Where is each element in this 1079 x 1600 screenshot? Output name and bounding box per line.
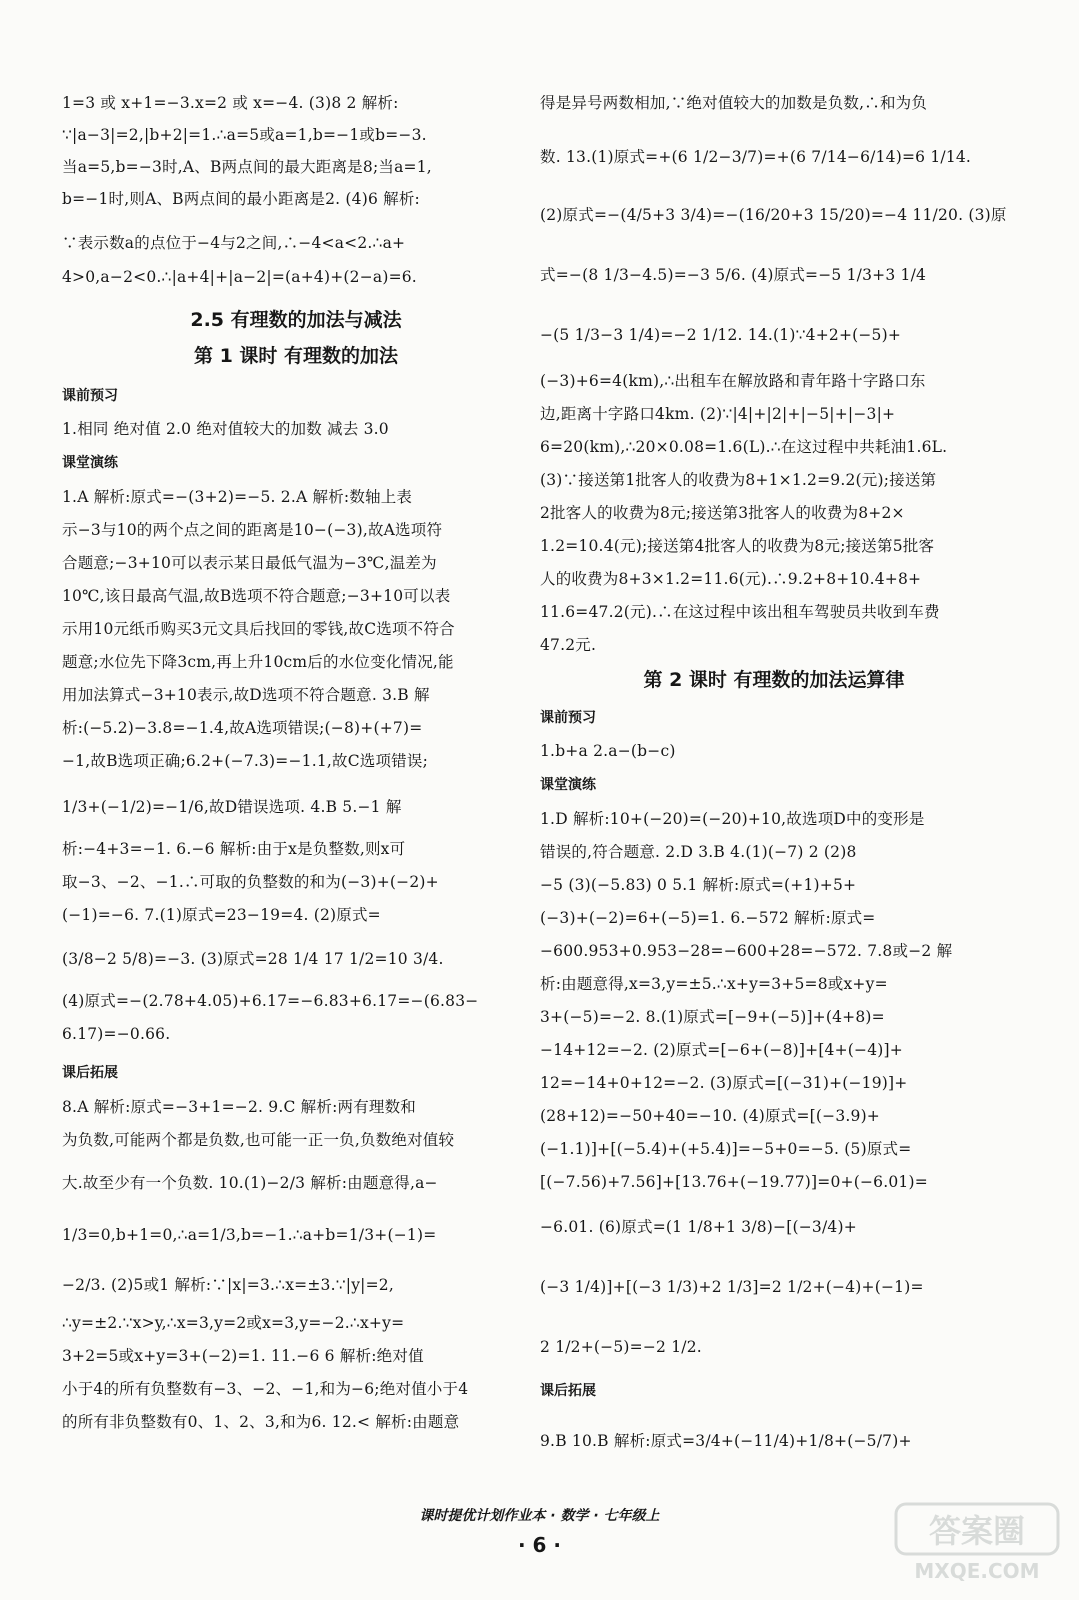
text-line: [(−7.56)+7.56]+[13.76+(−19.77)]=0+(−6.01)= [540,1173,928,1191]
text-line: (−3)+(−2)=6+(−5)=1. 6.−572 解析:原式= [540,909,876,927]
text-line: (−1.1)]+[(−5.4)+(+5.4)]=−5+0=−5. (5)原式= [540,1140,912,1158]
text-line: 1/3=0,b+1=0,∴a=1/3,b=−1.∴a+b=1/3+(−1)= [62,1226,437,1244]
text-line: b=−1时,则A、B两点间的最小距离是2. (4)6 解析: [62,190,420,208]
text-line: −6.01. (6)原式=(1 1/8+1 3/8)−[(−3/4)+ [540,1218,857,1236]
text-line: (−3)+6=4(km),∴出租车在解放路和青年路十字路口东 [540,372,926,390]
text-line: ∴y=±2.∵x>y,∴x=3,y=2或x=3,y=−2.∴x+y= [62,1314,405,1332]
text-line: −5 (3)(−5.83) 0 5.1 解析:原式=(+1)+5+ [540,876,857,894]
text-line: 析:(−5.2)−3.8=−1.4,故A选项错误;(−8)+(+7)= [62,719,423,737]
practice-heading: 课堂演练 [62,455,118,471]
watermark-url: MXQE.COM [914,1559,1040,1583]
text-line: 为负数,可能两个都是负数,也可能一正一负,负数绝对值较 [62,1131,455,1149]
text-line: 的所有非负整数有0、1、2、3,和为6. 12.< 解析:由题意 [62,1413,460,1431]
text-line: 数. 13.(1)原式=+(6 1/2−3/7)=+(6 7/14−6/14)=6 1/14. [540,148,972,166]
text-line: 示用10元纸币购买3元文具后找回的零钱,故C选项不符合 [62,620,455,638]
text-line: 大.故至少有一个负数. 10.(1)−2/3 解析:由题意得,a− [62,1174,438,1192]
text-line: 1.相同 绝对值 2.0 绝对值较大的加数 减去 3.0 [62,420,389,438]
text-line: (4)原式=−(2.78+4.05)+6.17=−6.83+6.17=−(6.83− [62,992,479,1010]
text-line: (3)∵接送第1批客人的收费为8+1×1.2=9.2(元);接送第 [540,471,937,489]
preview-heading: 课前预习 [62,388,118,404]
text-line: 析:−4+3=−1. 6.−6 解析:由于x是负整数,则x可 [62,840,406,858]
text-line: 式=−(8 1/3−4.5)=−3 5/6. (4)原式=−5 1/3+3 1/4 [540,266,927,284]
text-line: 6=20(km),∴20×0.08=1.6(L).∴在这过程中共耗油1.6L. [540,438,948,456]
lesson-title: 第 2 课时 有理数的加法运算律 [643,669,905,691]
text-line: 1.D 解析:10+(−20)=(−20)+10,故选项D中的变形是 [540,810,925,828]
text-line: 题意;水位先下降3cm,再上升10cm后的水位变化情况,能 [62,653,454,671]
text-line: 6.17)=−0.66. [62,1025,171,1043]
text-line: −600.953+0.953−28=−600+28=−572. 7.8或−2 解 [540,942,953,960]
text-line: 错误的,符合题意. 2.D 3.B 4.(1)(−7) 2 (2)8 [540,843,857,861]
text-line: −2/3. (2)5或1 解析:∵|x|=3.∴x=±3.∵|y|=2, [62,1276,394,1294]
text-line: 边,距离十字路口4km. (2)∵|4|+|2|+|−5|+|−3|+ [540,405,896,423]
text-line: 1.2=10.4(元);接送第4批客人的收费为8元;接送第5批客 [540,537,935,555]
text-line: 10℃,该日最高气温,故B选项不符合题意;−3+10可以表 [62,587,451,605]
text-line: 合题意;−3+10可以表示某日最低气温为−3℃,温差为 [62,554,437,572]
text-line: (−1)=−6. 7.(1)原式=23−19=4. (2)原式= [62,906,381,924]
preview-heading: 课前预习 [540,710,596,726]
text-line: (28+12)=−50+40=−10. (4)原式=[(−3.9)+ [540,1107,880,1125]
text-line: 4>0,a−2<0.∴|a+4|+|a−2|=(a+4)+(2−a)=6. [62,268,417,286]
text-line: 示−3与10的两个点之间的距离是10−(−3),故A选项符 [62,521,443,539]
text-line: 9.B 10.B 解析:原式=3/4+(−11/4)+1/8+(−5/7)+ [540,1432,912,1450]
text-line: 3+(−5)=−2. 8.(1)原式=[−9+(−5)]+(4+8)= [540,1008,885,1026]
lesson-title: 第 1 课时 有理数的加法 [193,345,399,367]
text-line: 8.A 解析:原式=−3+1=−2. 9.C 解析:两有理数和 [62,1098,417,1116]
text-line: 当a=5,b=−3时,A、B两点间的最大距离是8;当a=1, [62,158,432,176]
text-line: 用加法算式−3+10表示,故D选项不符合题意. 3.B 解 [62,686,430,704]
text-line: 3+2=5或x+y=3+(−2)=1. 11.−6 6 解析:绝对值 [62,1347,424,1365]
text-line: ∵表示数a的点位于−4与2之间,∴−4<a<2.∴a+ [62,234,406,252]
text-line: 小于4的所有负整数有−3、−2、−1,和为−6;绝对值小于4 [62,1380,469,1398]
page-number: · 6 · [517,1533,562,1557]
text-line: 1.b+a 2.a−(b−c) [540,742,676,760]
text-line: −1,故B选项正确;6.2+(−7.3)=−1.1,故C选项错误; [62,752,428,770]
text-line: 11.6=47.2(元).∴在这过程中该出租车驾驶员共收到车费 [540,603,940,621]
book-title-footer: 课时提优计划作业本 · 数学 · 七年级上 [419,1508,660,1524]
text-line: 1/3+(−1/2)=−1/6,故D错误选项. 4.B 5.−1 解 [62,798,402,816]
text-line: (3/8−2 5/8)=−3. (3)原式=28 1/4 17 1/2=10 3/4. [62,950,444,968]
text-line: 1=3 或 x+1=−3.x=2 或 x=−4. (3)8 2 解析: [62,94,399,112]
text-line: 47.2元. [540,636,597,654]
text-line: 2批客人的收费为8元;接送第3批客人的收费为8+2× [540,504,905,522]
practice-heading: 课堂演练 [540,777,596,793]
text-line: 得是异号两数相加,∵绝对值较大的加数是负数,∴和为负 [540,94,928,112]
text-line: (2)原式=−(4/5+3 3/4)=−(16/20+3 15/20)=−4 11/20. (3)原 [540,206,1007,224]
text-line: 人的收费为8+3×1.2=11.6(元).∴9.2+8+10.4+8+ [540,570,922,588]
text-line: ∵|a−3|=2,|b+2|=1.∴a=5或a=1,b=−1或b=−3. [62,126,427,144]
text-line: (−3 1/4)]+[(−3 1/3)+2 1/3]=2 1/2+(−4)+(−1)= [540,1278,924,1296]
text-line: −14+12=−2. (2)原式=[−6+(−8)]+[4+(−4)]+ [540,1041,903,1059]
watermark-text: 答案圈 [928,1512,1026,1550]
extension-heading: 课后拓展 [62,1065,118,1081]
text-line: 1.A 解析:原式=−(3+2)=−5. 2.A 解析:数轴上表 [62,488,413,506]
section-title: 2.5 有理数的加法与减法 [190,309,402,331]
text-line: 取−3、−2、−1.∴可取的负整数的和为(−3)+(−2)+ [62,873,439,891]
text-line: 析:由题意得,x=3,y=±5.∴x+y=3+5=8或x+y= [540,975,888,993]
extension-heading: 课后拓展 [540,1383,596,1399]
text-line: 12=−14+0+12=−2. (3)原式=[(−31)+(−19)]+ [540,1074,908,1092]
text-line: 2 1/2+(−5)=−2 1/2. [540,1338,702,1356]
watermark-logo-icon [892,1498,1062,1588]
text-line: −(5 1/3−3 1/4)=−2 1/12. 14.(1)∵4+2+(−5)+ [540,326,902,344]
